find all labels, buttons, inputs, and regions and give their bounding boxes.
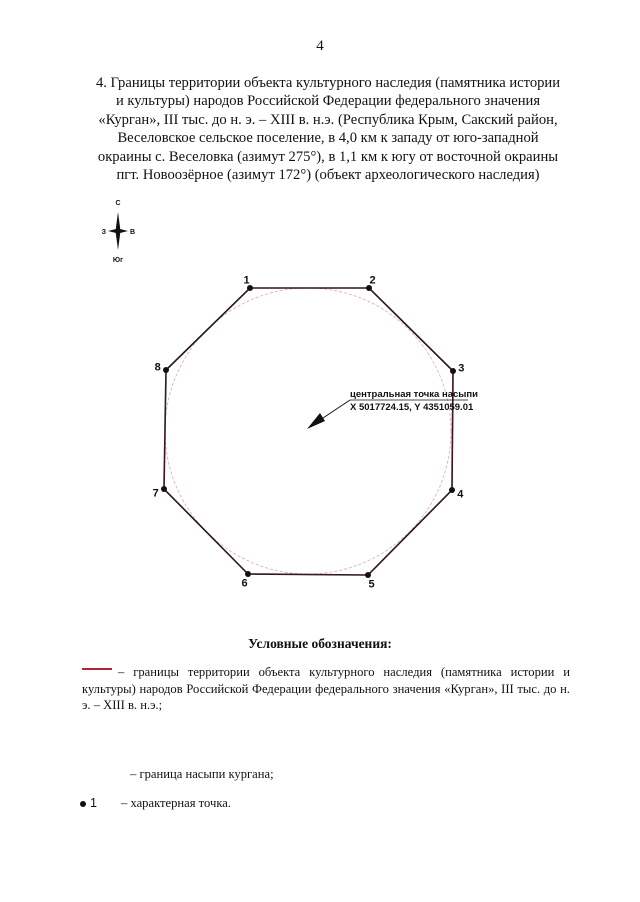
point-5-label: 5: [368, 578, 375, 591]
legend-mound: [130, 766, 274, 783]
point-4-marker: [449, 487, 455, 493]
legend-boundary: [82, 664, 570, 714]
document-title: [72, 74, 584, 184]
page-number: 4: [316, 38, 324, 54]
point-4-label: 4: [457, 488, 464, 501]
legend-mound-text: – граница насыпи кургана;: [130, 767, 274, 781]
point-1-label: 1: [243, 274, 250, 287]
compass-west-label: З: [101, 229, 106, 236]
legend-point-text: – характерная точка.: [121, 796, 231, 810]
legend-title: Условные обозначения:: [248, 636, 392, 651]
point-dot-icon: [80, 801, 86, 807]
boundary-line-swatch: [82, 668, 112, 670]
territory-boundary: [164, 288, 453, 575]
compass-east-label: В: [130, 229, 136, 236]
title-line: окраины с. Веселовка (азимут 275°), в 1,1 км к югу от восточной окраины: [97, 148, 559, 165]
legend-point-symbol-label: 1: [90, 796, 98, 810]
center-point-coordinates: X 5017724.15, Y 4351059.01: [350, 402, 474, 413]
point-3-label: 3: [458, 362, 465, 375]
mound-boundary: [165, 288, 451, 574]
center-point-label: центральная точка насыпи: [350, 389, 478, 400]
title-line: 4. Границы территории объекта культурного наследия (памятника истории: [95, 75, 561, 91]
site-plan: [0, 190, 640, 610]
title-line: «Курган», III тыс. до н. э. – XIII в. н.э. (Республика Крым, Сакский район,: [98, 111, 558, 128]
point-6-marker: [245, 571, 251, 577]
characteristic-points: [153, 275, 465, 591]
title-line: пгт. Новоозёрное (азимут 172°) (объект археологического наследия): [116, 167, 540, 184]
point-8-marker: [163, 367, 169, 373]
legend-point: [80, 795, 231, 812]
point-3-marker: [450, 368, 456, 374]
compass-north-label: С: [115, 200, 121, 207]
compass-icon: [102, 200, 135, 264]
point-7-marker: [161, 486, 167, 492]
title-line: Веселовское сельское поселение, в 4,0 км к западу от юго-западной: [117, 130, 539, 147]
point-6-label: 6: [241, 577, 248, 590]
legend-boundary-text: – границы территории объекта культурного наследия (памятника истории и культуры) народов Российской Федерации федерального значения «Курган», III тыс. до н. э. – XIII в. н.э.;: [82, 665, 570, 712]
title-line: и культуры) народов Российской Федерации федерального значения: [115, 93, 541, 110]
point-8-label: 8: [154, 361, 161, 374]
point-7-label: 7: [152, 487, 159, 500]
compass-south-label: Юг: [112, 257, 124, 264]
point-2-label: 2: [369, 274, 376, 287]
point-5-marker: [365, 572, 371, 578]
